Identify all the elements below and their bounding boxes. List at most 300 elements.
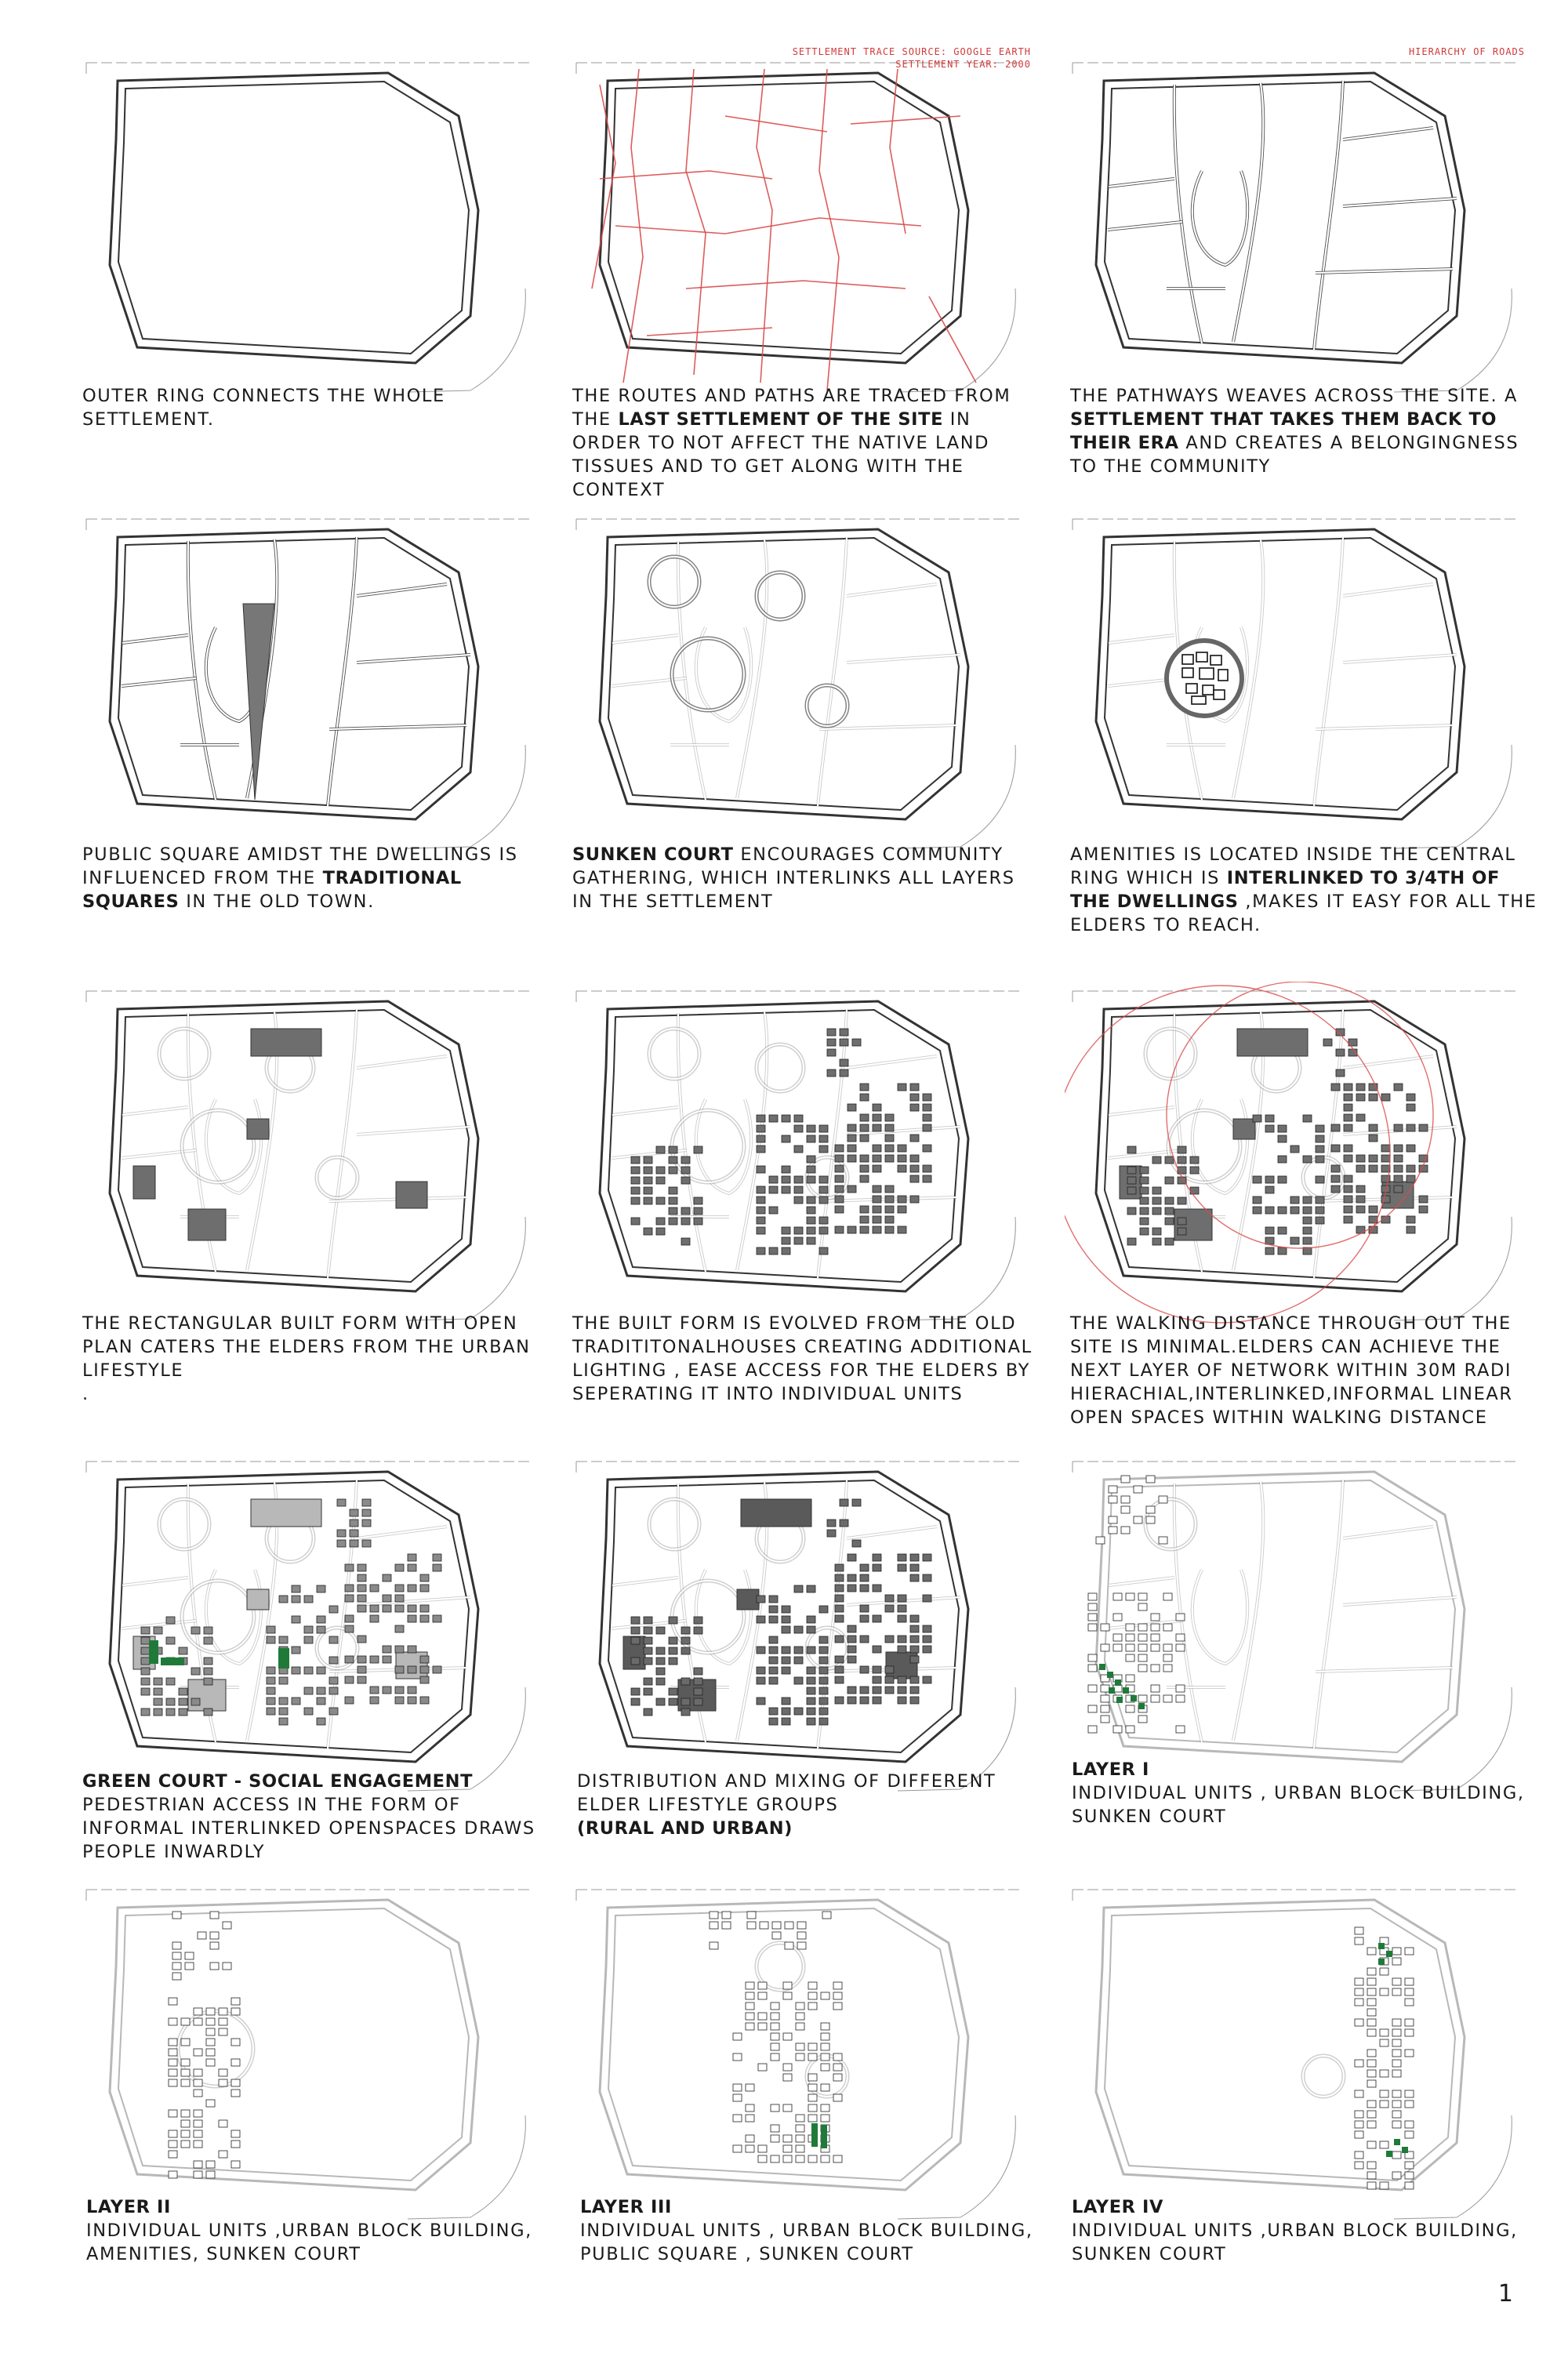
dwelling-unit [1331, 1084, 1340, 1091]
dwelling-unit [1138, 1716, 1147, 1723]
dwelling-unit [898, 1206, 906, 1213]
dwelling-unit [1253, 1115, 1261, 1122]
dwelling-unit [796, 2043, 804, 2050]
dwelling-unit [910, 1615, 919, 1622]
green-court [149, 1640, 158, 1664]
dwelling-unit [923, 1145, 931, 1152]
dwelling-unit [1303, 1227, 1312, 1234]
caption-p9 [1070, 1312, 1541, 1429]
dwelling-unit [722, 1912, 731, 1919]
dwelling-unit [835, 1666, 844, 1673]
dwelling-unit [910, 1165, 919, 1172]
dwelling-unit [194, 2130, 202, 2137]
dwelling-unit [1278, 1156, 1287, 1163]
dwelling-unit [819, 1247, 828, 1255]
dwelling-unit [860, 1666, 869, 1673]
dwelling-unit [852, 1540, 861, 1547]
dwelling-unit [910, 1564, 919, 1571]
outer-ring [110, 529, 478, 819]
dwelling-unit [1405, 2162, 1414, 2169]
dwelling-unit [681, 1177, 690, 1184]
dwelling-unit [1140, 1177, 1149, 1184]
dwelling-unit [1151, 1624, 1160, 1631]
caption-text: AMENITIES IS LOCATED INSIDE THE CENTRAL RING WHICH IS [1070, 844, 1516, 888]
dwelling-unit [644, 1708, 652, 1716]
dwelling-unit [860, 1216, 869, 1223]
dwelling-unit [923, 1636, 931, 1643]
dwelling-unit [782, 1606, 790, 1613]
dwelling-unit [1178, 1197, 1186, 1204]
dwelling-unit [807, 1196, 815, 1204]
dwelling-unit [807, 1677, 815, 1684]
dwelling-unit [408, 1554, 416, 1561]
dwelling-unit [910, 1625, 919, 1632]
dwelling-unit [383, 1595, 391, 1602]
caption-text: INDIVIDUAL UNITS ,URBAN BLOCK BUILDING, AMENITIES, SUNKEN COURT [86, 2220, 532, 2264]
dwelling-unit [656, 1627, 665, 1634]
dwelling-unit [1278, 1207, 1287, 1214]
dwelling-unit [631, 1688, 640, 1695]
dwelling-unit [848, 1554, 856, 1561]
dwelling-unit [782, 1237, 790, 1244]
dwelling-unit [1278, 1176, 1287, 1183]
dwelling-unit [172, 1942, 181, 1949]
dwelling-unit [808, 2104, 817, 2112]
dwelling-unit [860, 1135, 869, 1142]
sunken-court-inner [159, 1499, 209, 1549]
dwelling-unit [656, 1698, 665, 1705]
dwelling-unit [329, 1708, 338, 1715]
road-center [1343, 1597, 1457, 1605]
dwelling-unit [758, 2023, 767, 2030]
dwelling-unit [1126, 1624, 1134, 1631]
dwelling-unit [345, 1625, 354, 1632]
dwelling-unit [833, 2053, 842, 2061]
road-center [357, 1527, 447, 1538]
diagram-lifestyle-mix [568, 1452, 1031, 1797]
dwelling-unit [631, 1637, 640, 1644]
dwelling-unit [1088, 1593, 1097, 1600]
dwelling-unit [279, 1698, 288, 1705]
dwelling-unit [910, 1574, 919, 1581]
dwelling-unit [1344, 1155, 1352, 1162]
amenity-block [1218, 670, 1228, 681]
dwelling-unit [1134, 1486, 1142, 1493]
caption-emphasis: SETTLEMENT THAT TAKES THEM BACK TO THEIR ERA [1070, 409, 1497, 453]
dwelling-unit [694, 1617, 702, 1624]
sunken-court-inner [672, 638, 744, 710]
dwelling-unit [821, 2053, 829, 2061]
dwelling-unit [910, 1175, 919, 1182]
dwelling-unit [1367, 1948, 1376, 1955]
dwelling-unit [1190, 1157, 1199, 1164]
sunken-court-inner [1303, 2056, 1344, 2097]
dwelling-unit [656, 1177, 665, 1184]
diagram-layer-1 [1065, 1452, 1527, 1797]
dwelling-unit [1176, 1644, 1185, 1651]
built-block [741, 1499, 811, 1527]
dwelling-unit [206, 2171, 215, 2178]
dwelling-unit [644, 1688, 652, 1695]
caption-emphasis: (RURAL AND URBAN) [577, 1818, 793, 1839]
dwelling-unit [807, 1708, 815, 1715]
dwelling-unit [656, 1167, 665, 1174]
inner-ring [118, 82, 469, 354]
dwelling-unit [835, 1165, 844, 1172]
dwelling-unit [395, 1646, 404, 1653]
road-center [678, 541, 706, 800]
built-block [247, 1119, 269, 1139]
dwelling-unit [758, 1992, 767, 1999]
dwelling-unit [154, 1627, 162, 1634]
dwelling-unit [733, 2033, 742, 2040]
dwelling-unit [681, 1708, 690, 1716]
dwelling-unit [783, 2074, 792, 2081]
dwelling-unit [1140, 1218, 1149, 1225]
sunken-court-inner [182, 1110, 254, 1182]
dwelling-unit [358, 1666, 366, 1673]
traced-route [725, 116, 827, 132]
dwelling-unit [420, 1666, 429, 1673]
dwelling-unit [383, 1605, 391, 1612]
dwelling-unit [206, 2018, 215, 2025]
dwelling-unit [910, 1084, 919, 1091]
dwelling-unit [644, 1637, 652, 1644]
dwelling-unit [304, 1626, 313, 1633]
dwelling-unit [1140, 1167, 1149, 1174]
dwelling-unit [1163, 1695, 1172, 1702]
dwelling-unit [1163, 1654, 1172, 1661]
dwelling-unit [910, 1656, 919, 1663]
caption-text: AND CREATES A BELONGINGNESS TO THE COMMUNITY [1070, 433, 1519, 477]
caption-emphasis: TRADITIONAL SQUARES [82, 868, 462, 912]
dwelling-unit [758, 1982, 767, 1989]
dwelling-unit [681, 1157, 690, 1164]
dwelling-unit [231, 2059, 240, 2066]
dwelling-unit [631, 1177, 640, 1184]
dwelling-unit [1392, 2050, 1401, 2057]
amenity-block [1214, 690, 1225, 699]
caption-text: THE WALKING DISTANCE THROUGH OUT THE SITE IS MINIMAL.ELDERS CAN ACHIEVE THE NEXT LAYER OF NETWORK WITHIN 30M RADI HIERACHIAL,INTERLINKED,INFORMAL LINEAR OPEN SPACES WITHIN WALKING DISTANCE [1070, 1313, 1513, 1428]
dwelling-unit [1392, 1988, 1401, 1995]
dwelling-unit [1088, 1685, 1097, 1692]
dwelling-unit [885, 1196, 894, 1203]
dwelling-unit [807, 1698, 815, 1705]
dwelling-unit [1126, 1705, 1134, 1712]
dwelling-unit [1140, 1187, 1149, 1194]
dwelling-unit [1151, 1644, 1160, 1651]
sunken-court-inner [159, 1029, 209, 1079]
dwelling-unit [172, 1912, 181, 1919]
traced-route [623, 69, 643, 383]
dwelling-unit [644, 1187, 652, 1194]
built-block [251, 1029, 321, 1056]
dwelling-unit [223, 1963, 231, 1970]
dwelling-unit [169, 1998, 177, 2005]
dwelling-unit [898, 1595, 906, 1602]
dwelling-unit [797, 1942, 806, 1949]
dwelling-unit [840, 1520, 848, 1527]
dwelling-unit [910, 1135, 919, 1142]
dwelling-unit [1253, 1207, 1261, 1214]
dwelling-unit [821, 1992, 829, 1999]
dwelling-unit [819, 1227, 828, 1234]
dwelling-unit [807, 1135, 815, 1142]
dwelling-unit [194, 2069, 202, 2076]
dwelling-unit [782, 1626, 790, 1633]
dwelling-unit [669, 1658, 677, 1665]
dwelling-unit [1265, 1115, 1274, 1122]
dwelling-unit [181, 2069, 190, 2076]
sunken-court-inner [649, 557, 699, 607]
dwelling-unit [848, 1186, 856, 1193]
dwelling-unit [1138, 1654, 1147, 1661]
dwelling-unit [219, 2008, 227, 2015]
dwelling-unit [194, 2018, 202, 2025]
road-center [612, 1578, 678, 1585]
dwelling-unit [873, 1114, 881, 1121]
dwelling-unit [1121, 1496, 1130, 1503]
dwelling-unit [194, 2079, 202, 2086]
dwelling-unit [433, 1554, 441, 1561]
dwelling-unit [1355, 1927, 1363, 1934]
dwelling-unit [1138, 1603, 1147, 1610]
dwelling-unit [827, 1530, 836, 1537]
dwelling-unit [194, 2110, 202, 2117]
amenity-block [1200, 668, 1214, 679]
dwelling-unit [835, 1186, 844, 1193]
dwelling-unit [166, 1698, 175, 1705]
dwelling-unit [223, 1922, 231, 1929]
dwelling-unit [1381, 1155, 1390, 1162]
dwelling-unit [141, 1647, 150, 1654]
caption-emphasis: SUNKEN COURT [572, 844, 734, 865]
dwelling-unit [910, 1104, 919, 1111]
dwelling-unit [910, 1646, 919, 1653]
dwelling-unit [1419, 1206, 1428, 1213]
dwelling-unit [898, 1564, 906, 1571]
dwelling-unit [681, 1218, 690, 1225]
dwelling-unit [827, 1520, 836, 1527]
dwelling-unit [757, 1667, 765, 1674]
dwelling-unit [1165, 1177, 1174, 1184]
dwelling-unit [1290, 1207, 1299, 1214]
road-center [847, 1056, 937, 1068]
dwelling-unit [1165, 1218, 1174, 1225]
green-unit [1386, 1951, 1392, 1957]
dwelling-unit [1406, 1094, 1415, 1101]
dwelling-unit [782, 1647, 790, 1654]
caption-emphasis: GREEN COURT - SOCIAL ENGAGEMENT [82, 1771, 474, 1792]
dwelling-unit [733, 2084, 742, 2091]
dwelling-unit [769, 1647, 778, 1654]
road-center [818, 537, 847, 806]
traced-route [600, 171, 772, 179]
dwelling-unit [873, 1564, 881, 1571]
dwelling-unit [206, 2059, 215, 2066]
dwelling-unit [1367, 2060, 1376, 2067]
dwelling-unit [860, 1564, 869, 1571]
dwelling-unit [769, 1636, 778, 1643]
dwelling-unit [898, 1084, 906, 1091]
dwelling-unit [746, 1992, 754, 1999]
dwelling-unit [797, 1932, 806, 1939]
dwelling-unit [1138, 1695, 1147, 1702]
dwelling-unit [1253, 1196, 1261, 1204]
road-center [1109, 1578, 1174, 1585]
dwelling-unit [181, 2110, 190, 2117]
dwelling-unit [1392, 2111, 1401, 2118]
dwelling-unit [785, 1922, 793, 1929]
road-center [357, 655, 470, 663]
dwelling-unit [669, 1167, 677, 1174]
road-center [1314, 81, 1343, 350]
dwelling-unit [1355, 2090, 1363, 2097]
dwelling-unit [1331, 1145, 1340, 1152]
green-unit [1109, 1687, 1115, 1694]
dwelling-unit [885, 1186, 894, 1193]
road-center [1343, 1527, 1433, 1538]
road-center [122, 678, 196, 686]
dwelling-unit [1163, 1644, 1172, 1651]
dwelling-unit [1356, 1155, 1365, 1162]
dwelling-unit [898, 1226, 906, 1233]
dwelling-unit [204, 1627, 212, 1634]
dwelling-unit [873, 1554, 881, 1561]
dwelling-unit [1381, 1094, 1390, 1101]
dwelling-unit [1146, 1506, 1155, 1513]
dwelling-unit [169, 2018, 177, 2025]
dwelling-unit [350, 1509, 358, 1516]
dwelling-unit [771, 2033, 779, 2040]
dwelling-unit [656, 1647, 665, 1654]
dwelling-unit [758, 2064, 767, 2071]
dwelling-unit [292, 1596, 300, 1603]
dwelling-unit [835, 1636, 844, 1643]
dwelling-unit [420, 1615, 429, 1622]
dwelling-unit [757, 1647, 765, 1654]
dwelling-unit [1394, 1145, 1403, 1152]
dwelling-unit [694, 1197, 702, 1204]
dwelling-unit [796, 2023, 804, 2030]
dwelling-unit [1109, 1516, 1117, 1523]
dwelling-unit [1355, 2131, 1363, 2138]
dwelling-unit [807, 1718, 815, 1725]
dwelling-unit [757, 1217, 765, 1224]
dwelling-unit [873, 1206, 881, 1213]
dwelling-unit [794, 1146, 803, 1153]
dwelling-unit [769, 1596, 778, 1603]
caption-p4 [82, 843, 553, 913]
dwelling-unit [408, 1646, 416, 1653]
dwelling-unit [1367, 2111, 1376, 2118]
dwelling-unit [885, 1605, 894, 1612]
dwelling-unit [154, 1678, 162, 1685]
dwelling-unit [873, 1646, 881, 1653]
road-center [1343, 128, 1433, 140]
dwelling-unit [1088, 1614, 1097, 1621]
dwelling-unit [383, 1574, 391, 1581]
dwelling-unit [169, 2151, 177, 2158]
dwelling-unit [1380, 2141, 1388, 2148]
dwelling-unit [172, 1963, 181, 1970]
dwelling-unit [848, 1155, 856, 1162]
dwelling-unit [395, 1605, 404, 1612]
dwelling-unit [1344, 1175, 1352, 1182]
road-edge [678, 541, 706, 800]
dwelling-unit [827, 1029, 836, 1036]
dwelling-unit [1331, 1175, 1340, 1182]
dwelling-unit [1367, 2162, 1376, 2169]
dwelling-unit [885, 1135, 894, 1142]
dwelling-unit [345, 1564, 354, 1571]
dwelling-unit [166, 1637, 175, 1644]
dwelling-unit [210, 1963, 219, 1970]
dwelling-unit [1344, 1094, 1352, 1101]
dwelling-unit [782, 1616, 790, 1623]
dwelling-unit [783, 2145, 792, 2152]
dwelling-unit [757, 1247, 765, 1255]
dwelling-unit [1152, 1207, 1161, 1215]
dwelling-unit [1394, 1186, 1403, 1193]
dwelling-unit [885, 1114, 894, 1121]
dwelling-unit [1392, 2121, 1401, 2128]
dwelling-unit [1344, 1206, 1352, 1213]
dwelling-unit [1367, 2182, 1376, 2189]
amenity-block [1196, 652, 1207, 662]
dwelling-unit [194, 2161, 202, 2168]
dwelling-unit [1109, 1527, 1117, 1534]
dwelling-unit [231, 2161, 240, 2168]
dwelling-unit [1405, 1978, 1414, 1985]
dwelling-unit [181, 2039, 190, 2046]
dwelling-unit [1088, 1603, 1097, 1610]
caption-emphasis: LAYER IV [1072, 2197, 1164, 2217]
green-unit [1378, 1943, 1385, 1949]
dwelling-unit [1331, 1165, 1340, 1172]
dwelling-unit [833, 2155, 842, 2162]
dwelling-unit [345, 1676, 354, 1683]
dwelling-unit [860, 1114, 869, 1121]
dwelling-unit [840, 1059, 848, 1066]
dwelling-unit [194, 2090, 202, 2097]
dwelling-unit [1394, 1084, 1403, 1091]
dwelling-unit [1356, 1114, 1365, 1121]
dwelling-unit [1127, 1207, 1136, 1215]
dwelling-unit [769, 1718, 778, 1725]
dwelling-unit [1405, 2172, 1414, 2179]
dwelling-unit [796, 2053, 804, 2061]
dwelling-unit [1356, 1094, 1365, 1101]
dwelling-unit [848, 1135, 856, 1142]
diagram-layer-2 [78, 1880, 541, 2225]
dwelling-unit [1405, 2131, 1414, 2138]
dwelling-unit [782, 1718, 790, 1725]
dwelling-unit [337, 1530, 346, 1537]
dwelling-unit [267, 1687, 275, 1694]
dwelling-unit [631, 1187, 640, 1194]
dwelling-unit [835, 1595, 844, 1602]
dwelling-unit [1344, 1216, 1352, 1223]
dwelling-unit [154, 1688, 162, 1695]
green-unit [1115, 1679, 1121, 1686]
dwelling-unit [819, 1647, 828, 1654]
dwelling-unit [1316, 1156, 1324, 1163]
dwelling-unit [231, 2008, 240, 2015]
dwelling-unit [1088, 1705, 1097, 1712]
dwelling-unit [383, 1656, 391, 1663]
dwelling-unit [782, 1176, 790, 1183]
